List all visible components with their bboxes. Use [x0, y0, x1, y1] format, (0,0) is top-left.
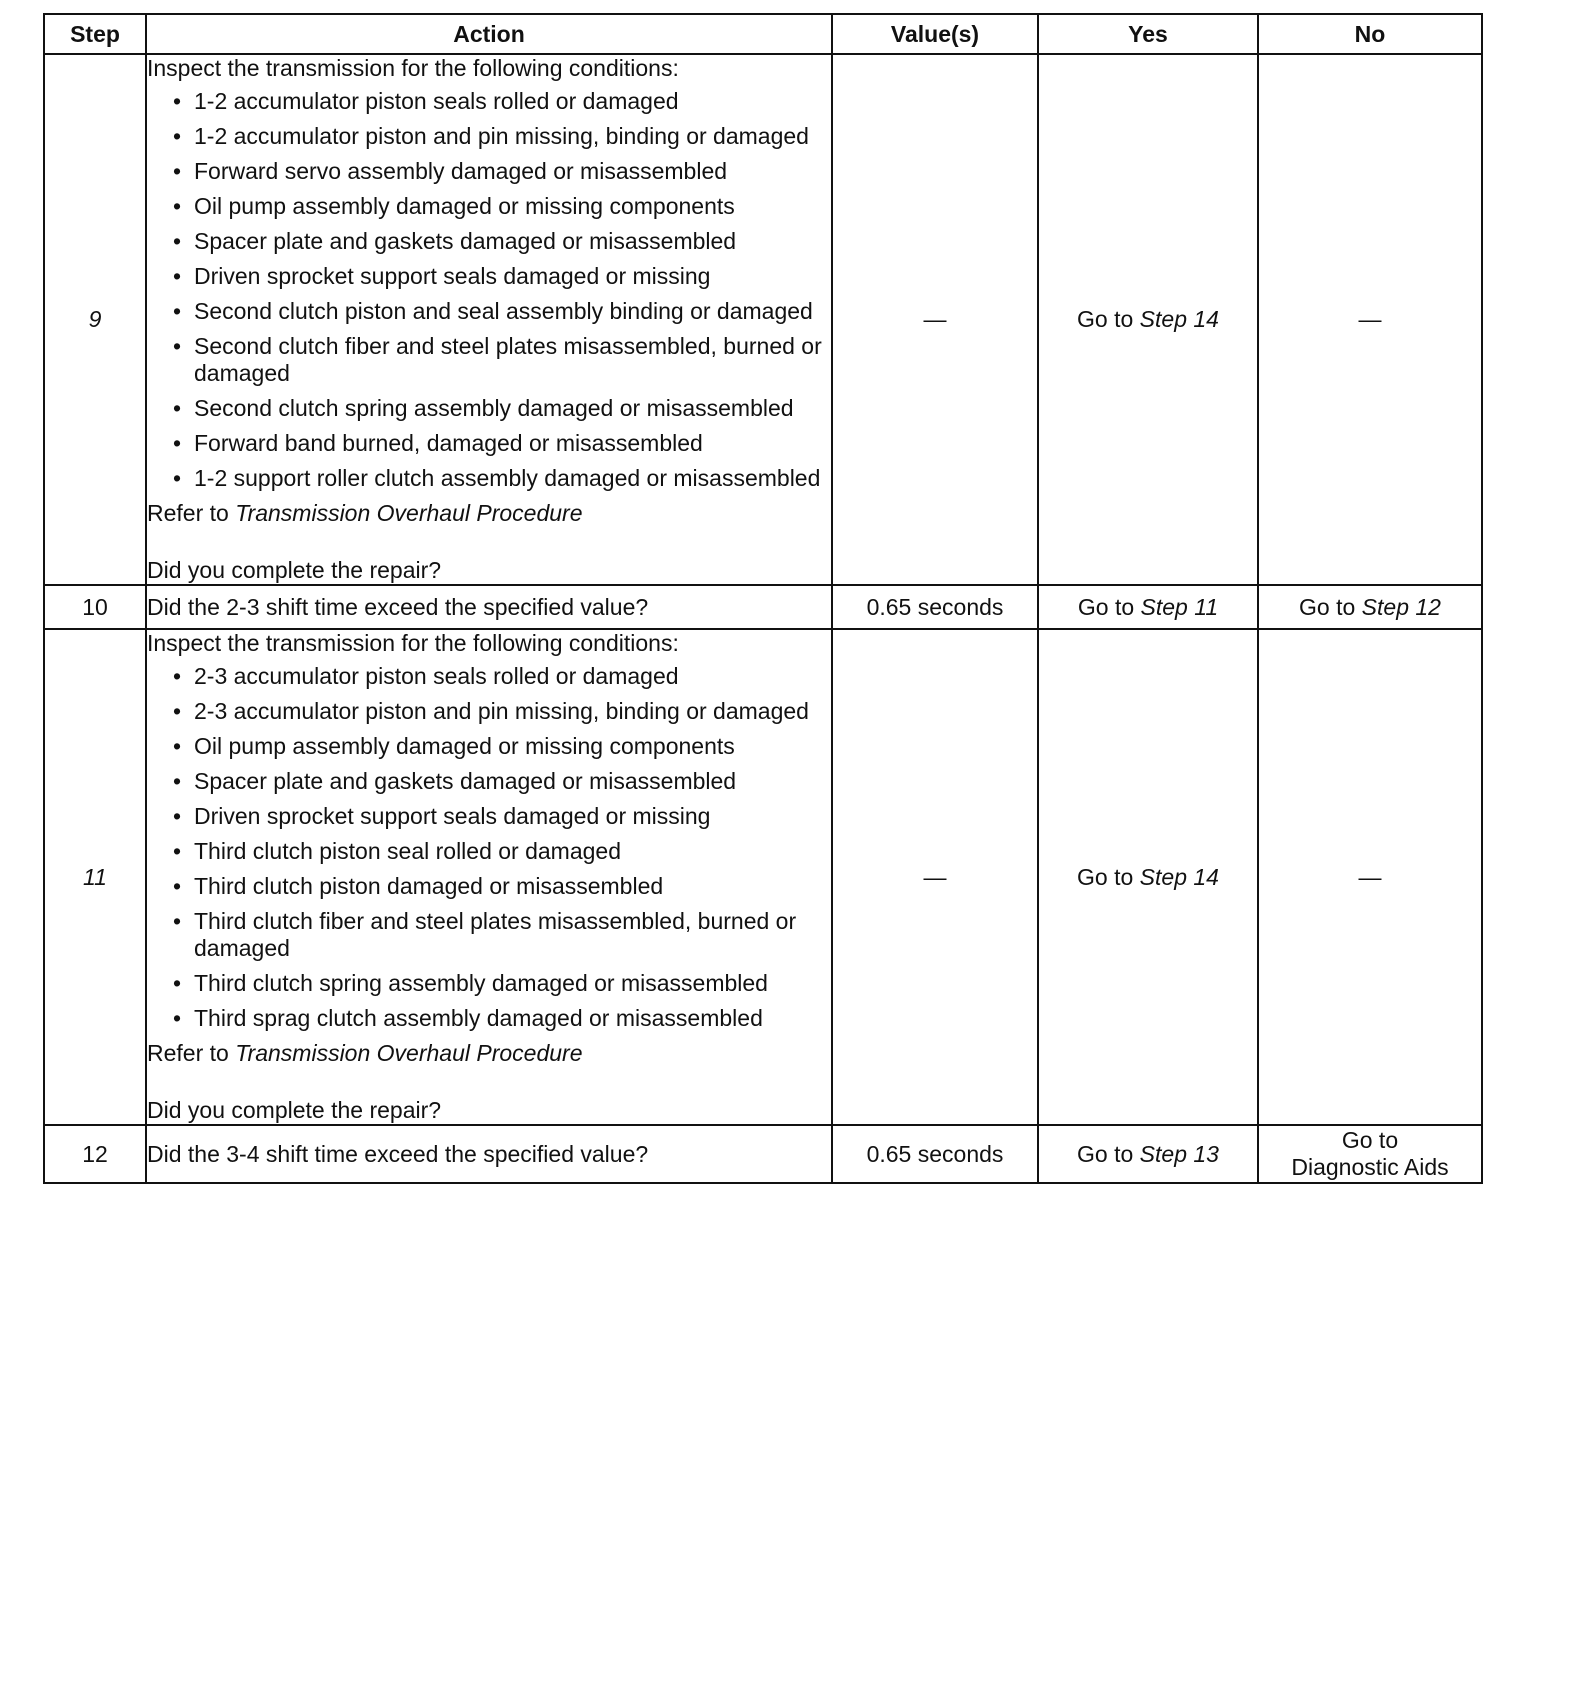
condition-item: • Oil pump assembly damaged or missing components [147, 193, 831, 220]
action-question: Did the 2-3 shift time exceed the specified value? [147, 593, 649, 620]
no-dash: — [1358, 863, 1382, 890]
condition-list [147, 663, 831, 1032]
table-row-step-10 [44, 585, 1482, 629]
condition-item: • Third sprag clutch assembly damaged or misassembled [147, 1005, 831, 1032]
no-prefix: Go to [1299, 593, 1356, 620]
refer-prefix: Refer to [147, 1040, 229, 1066]
refer-document-link[interactable]: Transmission Overhaul Procedure [235, 1040, 583, 1066]
action-intro: Inspect the transmission for the following conditions: [147, 630, 679, 656]
no-cell [1258, 1125, 1482, 1183]
step-number: 10 [44, 585, 146, 629]
refer-prefix: Refer to [147, 500, 229, 526]
yes-prefix: Go to [1077, 593, 1135, 620]
step-number: 9 [44, 54, 146, 585]
condition-item: • Driven sprocket support seals damaged or missing [147, 263, 831, 290]
yes-prefix: Go to [1077, 306, 1134, 332]
refer-line [147, 500, 831, 527]
value-dash: — [923, 306, 947, 332]
action-cell [146, 629, 832, 1125]
table-row-step-9 [44, 54, 1482, 585]
step-number: 11 [44, 629, 146, 1125]
action-question: Did you complete the repair? [147, 557, 442, 583]
condition-item: • Third clutch fiber and steel plates misassembled, burned or damaged [147, 908, 831, 962]
condition-item: • Spacer plate and gaskets damaged or misassembled [147, 228, 831, 255]
action-cell [146, 1125, 832, 1183]
yes-step-link[interactable]: Step 11 [1140, 593, 1219, 620]
header-values: Value(s) [832, 14, 1038, 54]
condition-item: • Second clutch piston and seal assembly binding or damaged [147, 298, 831, 325]
condition-item: • Oil pump assembly damaged or missing components [147, 733, 831, 760]
header-row [44, 14, 1482, 54]
yes-step-link[interactable]: Step 13 [1139, 1140, 1219, 1167]
condition-item: • 1-2 accumulator piston and pin missing, binding or damaged [147, 123, 831, 150]
yes-cell [1038, 585, 1258, 629]
no-cell [1258, 629, 1482, 1125]
action-cell [146, 585, 832, 629]
value-cell [832, 54, 1038, 585]
refer-document-link[interactable]: Transmission Overhaul Procedure [235, 500, 583, 526]
condition-item: • Forward band burned, damaged or misassembled [147, 430, 831, 457]
header-yes: Yes [1038, 14, 1258, 54]
action-question: Did the 3-4 shift time exceed the specified value? [147, 1140, 649, 1167]
table-row-step-11 [44, 629, 1482, 1125]
action-question: Did you complete the repair? [147, 1097, 442, 1123]
refer-line [147, 1040, 831, 1067]
yes-cell [1038, 54, 1258, 585]
action-intro: Inspect the transmission for the following conditions: [147, 55, 679, 81]
yes-step-link[interactable]: Step 14 [1139, 863, 1219, 890]
action-cell [146, 54, 832, 585]
condition-list [147, 88, 831, 492]
no-dash: — [1358, 306, 1382, 332]
condition-item: • 2-3 accumulator piston and pin missing, binding or damaged [147, 698, 831, 725]
header-no: No [1258, 14, 1482, 54]
yes-prefix: Go to [1077, 863, 1134, 890]
condition-item: • Second clutch fiber and steel plates misassembled, burned or damaged [147, 333, 831, 387]
value-cell [832, 629, 1038, 1125]
no-step-link[interactable]: Step 12 [1361, 593, 1441, 620]
value-cell: 0.65 seconds [832, 1125, 1038, 1183]
condition-item: • Third clutch spring assembly damaged or misassembled [147, 970, 831, 997]
condition-item: • 1-2 accumulator piston seals rolled or damaged [147, 88, 831, 115]
condition-item: • Third clutch piston damaged or misassembled [147, 873, 831, 900]
condition-item: • Forward servo assembly damaged or misassembled [147, 158, 831, 185]
condition-item: • 2-3 accumulator piston seals rolled or damaged [147, 663, 831, 690]
condition-item: • Spacer plate and gaskets damaged or misassembled [147, 768, 831, 795]
condition-item: • Second clutch spring assembly damaged or misassembled [147, 395, 831, 422]
table-row-step-12 [44, 1125, 1482, 1183]
condition-item: • Driven sprocket support seals damaged or missing [147, 803, 831, 830]
no-cell [1258, 54, 1482, 585]
yes-cell [1038, 629, 1258, 1125]
step-number: 12 [44, 1125, 146, 1183]
no-cell [1258, 585, 1482, 629]
condition-item: • Third clutch piston seal rolled or damaged [147, 838, 831, 865]
value-cell: 0.65 seconds [832, 585, 1038, 629]
no-prefix: Go to [1341, 1127, 1399, 1153]
yes-cell [1038, 1125, 1258, 1183]
yes-step-link[interactable]: Step 14 [1139, 306, 1219, 332]
header-action: Action [146, 14, 832, 54]
diagnostic-table [43, 13, 1483, 1184]
condition-item: • 1-2 support roller clutch assembly damaged or misassembled [147, 465, 831, 492]
header-step: Step [44, 14, 146, 54]
yes-prefix: Go to [1077, 1140, 1134, 1167]
value-dash: — [923, 863, 947, 890]
diagnostic-aids-link[interactable]: Diagnostic Aids [1291, 1154, 1449, 1180]
